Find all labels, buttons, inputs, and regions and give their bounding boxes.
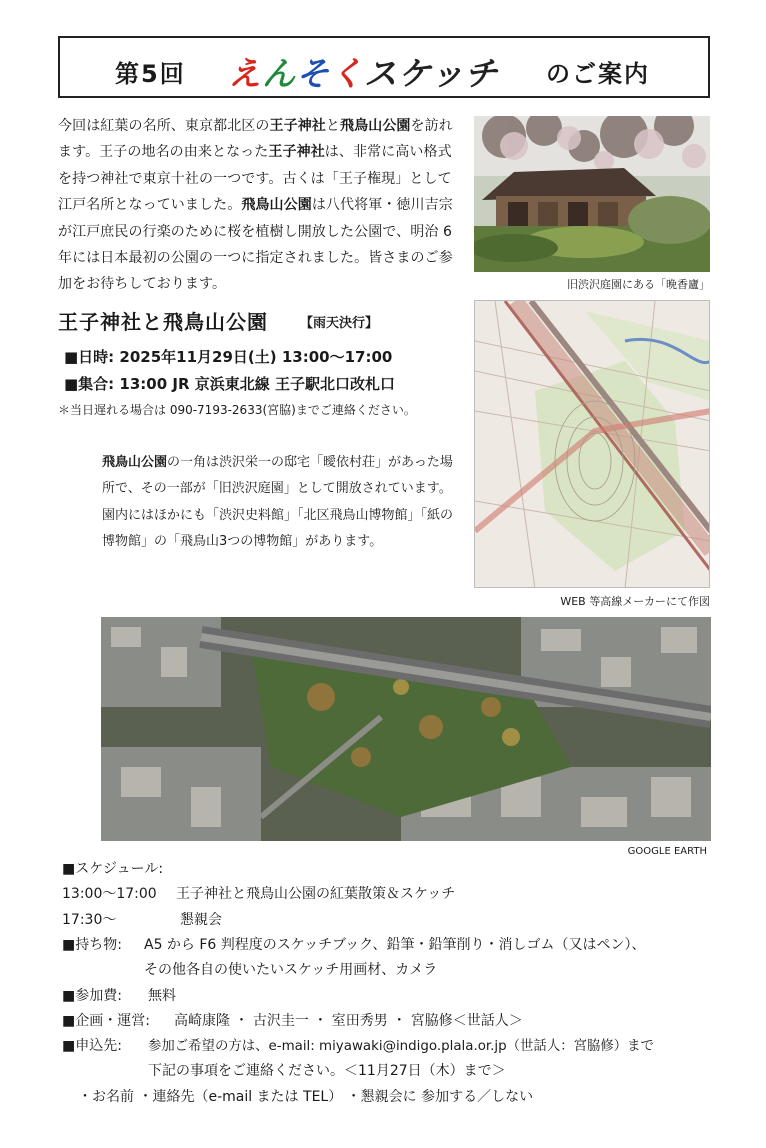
- title-char-3: そ: [296, 54, 330, 93]
- bring-line-1: A5 から F6 判程度のスケッチブック、鉛筆・鉛筆削り・消しゴム（又はペン）、: [144, 937, 646, 953]
- park-description: [102, 450, 458, 556]
- section-title: 王子神社と飛鳥山公園: [58, 310, 268, 334]
- title-box: [58, 36, 710, 98]
- schedule-time-1: 13:00～17:00: [62, 886, 157, 902]
- bring-label: ■持ち物:: [62, 937, 122, 953]
- organizer-names: 高崎康隆 ・ 古沢圭一 ・ 室田秀男 ・ 宮脇修＜世話人＞: [174, 1013, 523, 1029]
- contour-map: [474, 300, 710, 588]
- intro-segment: は八代将軍・徳川吉宗が江戸庶民の行楽のために桜を植樹し開放した公園で、明治 6 年には日本最初の公園の一つに指定されました。皆さまのご参加をお待ちしております。: [58, 197, 453, 293]
- park-desc-segment: の一角は渋沢栄一の邸宅「曖依村荘」があった場所で、その一部が「旧渋沢庭園」として開放されています。園内にはほかにも「渋沢史料館」「北区飛鳥山博物館」「紙の博物館」の「飛鳥山3つの博物館」があります。: [102, 455, 454, 550]
- schedule-time-2: 17:30～: [62, 912, 117, 928]
- intro-segment: は、非常に高い格式を持つ神社で東京十社の一つです。古くは「王子権現」として江戸名所となっていました。: [58, 144, 452, 214]
- schedule-desc-2: 懇親会: [180, 912, 222, 928]
- park-desc-segment: 飛鳥山公園: [102, 455, 168, 470]
- intro-paragraph: [58, 113, 460, 298]
- rain-note: 【雨天決行】: [300, 316, 379, 331]
- apply-label: ■申込先:: [62, 1038, 122, 1054]
- title-char-4: く: [330, 54, 364, 93]
- bring-line-2: その他各自の使いたいスケッチ用画材、カメラ: [144, 962, 438, 978]
- title-char-2: ん: [262, 54, 296, 93]
- late-note: ＊当日遅れる場合は 090-7193-2633(宮脇)までご連絡ください。: [58, 403, 416, 417]
- aerial-photo: [101, 617, 711, 841]
- intro-segment: 王子神社: [268, 144, 325, 161]
- map-caption: WEB 等高線メーカーにて作図: [560, 595, 710, 608]
- title-prefix: 第5回: [115, 60, 186, 88]
- title-char-1: え: [228, 54, 262, 93]
- intro-segment: を訪れます。王子の地名の由来となった: [58, 118, 453, 161]
- teahouse-photo: [474, 116, 710, 272]
- teahouse-caption: 旧渋沢庭園にある「晩香廬」: [567, 278, 710, 291]
- intro-segment: と: [325, 118, 341, 134]
- intro-segment: 飛鳥山公園: [241, 197, 312, 214]
- title-suffix: のご案内: [546, 60, 650, 88]
- intro-segment: 王子神社: [269, 118, 326, 134]
- meeting-point: ■集合: 13:00 JR 京浜東北線 王子駅北口改札口: [64, 375, 395, 393]
- title-main: [228, 48, 498, 95]
- organizer-label: ■企画・運営:: [62, 1013, 150, 1029]
- apply-line-1: 参加ご希望の方は、e-mail: miyawaki@indigo.plala.or.jp（世話人：宮脇修）まで: [148, 1039, 654, 1054]
- apply-line-2: 下記の事項をご連絡ください。＜11月27日（木）まで＞: [148, 1063, 506, 1079]
- required-fields: ・お名前 ・連絡先（e-mail または TEL） ・懇親会に 参加する／しない: [78, 1089, 534, 1105]
- event-date: ■日時: 2025年11月29日(土) 13:00～17:00: [64, 348, 393, 366]
- fee-label: ■参加費:: [62, 988, 122, 1004]
- fee-value: 無料: [148, 988, 176, 1004]
- title-char-5: スケッチ: [364, 54, 499, 93]
- intro-segment: 飛鳥山公園: [340, 118, 411, 134]
- schedule-label: ■スケジュール:: [62, 861, 164, 877]
- intro-segment: 今回は紅葉の名所、東京都北区の: [58, 118, 270, 134]
- schedule-desc-1: 王子神社と飛鳥山公園の紅葉散策＆スケッチ: [176, 886, 456, 902]
- aerial-caption: GOOGLE EARTH: [627, 846, 707, 857]
